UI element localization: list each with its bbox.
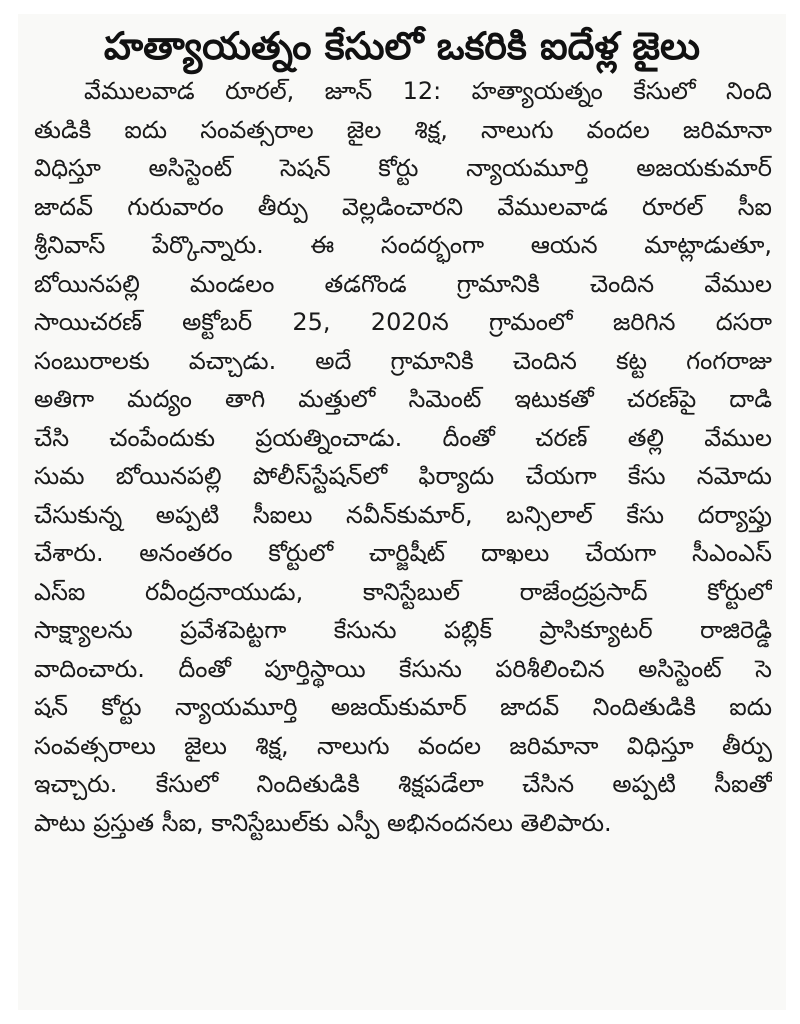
news-clipping [18,14,786,1010]
headline: హత్యాయత్నం కేసులో ఒకరికి ఐదేళ్ల జైలు [103,24,701,68]
article-line: ఎస్‌ఐ రవీంద్రనాయుడు, కానిస్టేబుల్‌ రాజేంద్రప్రసాద్‌ కోర్టులో [34,577,772,606]
article-line: సాయిచరణ్‌ అక్టోబర్‌ 25, 2020న గ్రామంలో జరిగిన దసరా [34,308,772,336]
article-line: విధిస్తూ అసిస్టెంట్‌ సెషన్‌ కోర్టు న్యాయమూర్తి అజయకుమార్‌ [34,154,772,182]
article-line: ఇచ్చారు. కేసులో నిందితుడికి శిక్షపడేలా చేసిన అప్పటి సీఐతో [34,770,772,798]
article-line: సాక్ష్యాలను ప్రవేశపెట్టగా కేసును పబ్లిక్‌ ప్రాసిక్యూటర్‌ రాజిరెడ్డి [34,616,772,644]
article-body [18,72,786,842]
article-line: సంవత్సరాలు జైలు శిక్ష, నాలుగు వందల జరిమానా విధిస్తూ తీర్పు [34,731,772,760]
article-line: వాదించారు. దీంతో పూర్తిస్థాయి కేసును పరిశీలించిన అసిస్టెంట్‌ సె [34,654,772,683]
article-line: బోయినపల్లి మండలం తడగొండ గ్రామానికి చెందిన వేముల [34,269,772,298]
article-line: అతిగా మద్యం తాగి మత్తులో సిమెంట్‌ ఇటుకతో చరణ్‌పై దాడి [34,385,772,413]
article-line: సంబురాలకు వచ్చాడు. అదే గ్రామానికి చెందిన కట్ట గంగరాజు [34,346,772,375]
article-line: శ్రీనివాస్‌ పేర్కొన్నారు. ఈ సందర్భంగా ఆయన మాట్లాడుతూ, [34,231,772,259]
article-line: చేసుకున్న అప్పటి సీఐలు నవీన్‌కుమార్‌, బన్సిలాల్‌ కేసు దర్యాప్తు [34,500,772,529]
article-line: చేసి చంపేందుకు ప్రయత్నించాడు. దీంతో చరణ్‌ తల్లి వేముల [34,423,772,452]
article-line: సుమ బోయినపల్లి పోలీస్‌స్టేషన్‌లో ఫిర్యాదు చేయగా కేసు నమోదు [34,462,772,490]
article-line: వేములవాడ రూరల్‌, జూన్‌ 12: హత్యాయత్నం కేసులో నింది [84,77,772,105]
article-line: చేశారు. అనంతరం కోర్టులో చార్జిషీట్‌ దాఖలు చేయగా సీఎంఎస్‌ [34,539,772,567]
article-line: షన్‌ కోర్టు న్యాయమూర్తి అజయ్‌కుమార్‌ జాదవ్‌ నిందితుడికి ఐదు [34,693,772,721]
article-line: జాదవ్‌ గురువారం తీర్పు వెల్లడించారని వేములవాడ రూరల్‌ సీఐ [34,192,772,221]
article-line: తుడికి ఐదు సంవత్సరాల జైల శిక్ష, నాలుగు వందల జరిమానా [34,115,772,144]
article-line: పాటు ప్రస్తుత సీఐ, కానిస్టేబుల్‌కు ఎస్పీ అభినందనలు తెలిపారు. [34,808,612,837]
